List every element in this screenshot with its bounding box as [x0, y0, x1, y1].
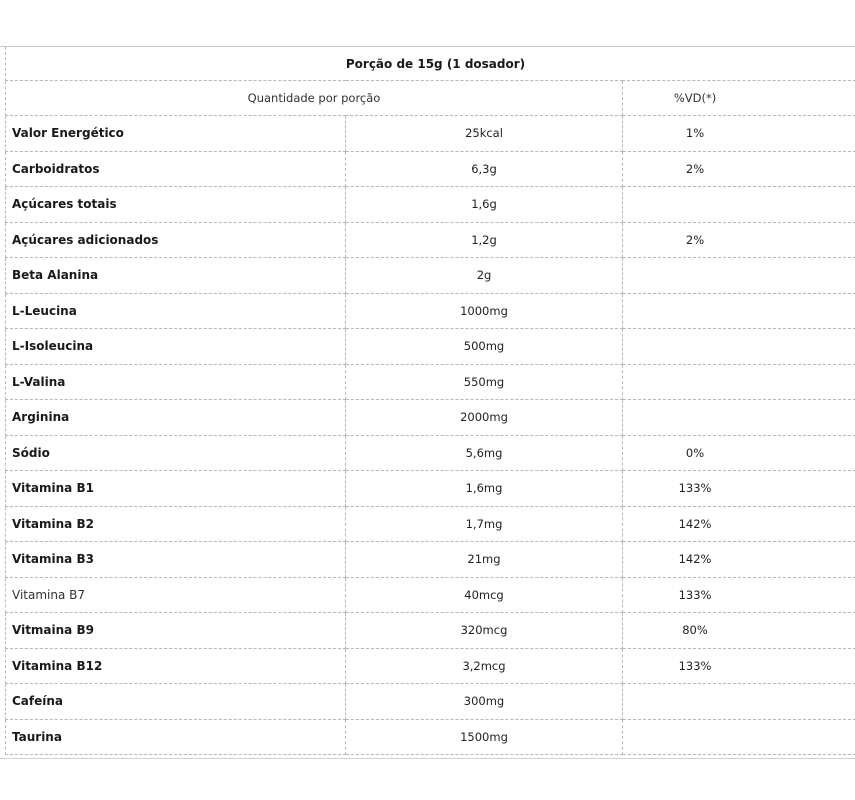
quantity-per-serving-header: Quantidade por porção [6, 81, 623, 116]
nutrient-amount: 1,7mg [346, 506, 623, 542]
nutrient-name: Taurina [6, 719, 346, 755]
nutrient-row [6, 187, 855, 223]
nutrient-daily-value: 2% [623, 151, 855, 187]
nutrient-daily-value [623, 719, 855, 755]
nutrient-amount: 25kcal [346, 116, 623, 152]
nutrient-amount: 6,3g [346, 151, 623, 187]
nutrient-row [6, 293, 855, 329]
nutrient-daily-value: 142% [623, 506, 855, 542]
nutrient-row [6, 613, 855, 649]
nutrient-daily-value: 133% [623, 471, 855, 507]
nutrient-row [6, 577, 855, 613]
nutrient-row [6, 116, 855, 152]
nutrient-amount: 21mg [346, 542, 623, 578]
nutrient-row [6, 719, 855, 755]
nutrient-row [6, 471, 855, 507]
nutrient-name: Carboidratos [6, 151, 346, 187]
nutrient-row [6, 648, 855, 684]
nutrient-row [6, 222, 855, 258]
column-header-row [6, 81, 855, 116]
nutrient-row [6, 684, 855, 720]
nutrient-name: Arginina [6, 400, 346, 436]
nutrient-amount: 2000mg [346, 400, 623, 436]
nutrient-daily-value: 133% [623, 577, 855, 613]
nutrient-amount: 40mcg [346, 577, 623, 613]
nutrient-daily-value: 133% [623, 648, 855, 684]
nutrient-name: Cafeína [6, 684, 346, 720]
nutrition-facts-table [5, 47, 855, 755]
nutrient-amount: 2g [346, 258, 623, 294]
nutrient-row [6, 258, 855, 294]
nutrient-daily-value: 1% [623, 116, 855, 152]
nutrient-row [6, 151, 855, 187]
nutrient-daily-value: 0% [623, 435, 855, 471]
nutrient-amount: 1500mg [346, 719, 623, 755]
nutrient-name: Vitamina B2 [6, 506, 346, 542]
nutrient-amount: 550mg [346, 364, 623, 400]
nutrient-name: L-Valina [6, 364, 346, 400]
nutrient-amount: 1,6mg [346, 471, 623, 507]
nutrient-name: L-Isoleucina [6, 329, 346, 365]
nutrient-name: Beta Alanina [6, 258, 346, 294]
nutrient-name: Sódio [6, 435, 346, 471]
nutrient-amount: 300mg [346, 684, 623, 720]
nutrient-daily-value [623, 258, 855, 294]
nutrient-amount: 3,2mcg [346, 648, 623, 684]
daily-value-header: %VD(*) [623, 81, 855, 116]
nutrient-daily-value: 142% [623, 542, 855, 578]
nutrient-row [6, 364, 855, 400]
nutrient-daily-value [623, 293, 855, 329]
nutrient-name: Vitmaina B9 [6, 613, 346, 649]
nutrient-row [6, 542, 855, 578]
nutrient-daily-value [623, 329, 855, 365]
nutrient-amount: 500mg [346, 329, 623, 365]
nutrient-name: Vitamina B7 [6, 577, 346, 613]
nutrient-daily-value [623, 364, 855, 400]
nutrient-row [6, 329, 855, 365]
bottom-divider [0, 758, 855, 759]
nutrient-name: Vitamina B1 [6, 471, 346, 507]
nutrition-facts-table-container [5, 47, 855, 755]
nutrient-amount: 1000mg [346, 293, 623, 329]
serving-size-title: Porção de 15g (1 dosador) [6, 47, 855, 81]
nutrient-daily-value [623, 684, 855, 720]
nutrient-daily-value: 80% [623, 613, 855, 649]
nutrient-name: Açúcares totais [6, 187, 346, 223]
nutrient-daily-value [623, 187, 855, 223]
serving-size-row [6, 47, 855, 81]
nutrient-row [6, 400, 855, 436]
nutrient-daily-value: 2% [623, 222, 855, 258]
nutrient-name: Vitamina B3 [6, 542, 346, 578]
nutrient-row [6, 506, 855, 542]
nutrient-row [6, 435, 855, 471]
nutrient-amount: 1,2g [346, 222, 623, 258]
nutrient-name: Valor Energético [6, 116, 346, 152]
nutrient-amount: 320mcg [346, 613, 623, 649]
nutrient-name: Vitamina B12 [6, 648, 346, 684]
nutrient-amount: 1,6g [346, 187, 623, 223]
nutrient-name: L-Leucina [6, 293, 346, 329]
nutrient-name: Açúcares adicionados [6, 222, 346, 258]
nutrient-daily-value [623, 400, 855, 436]
nutrient-amount: 5,6mg [346, 435, 623, 471]
